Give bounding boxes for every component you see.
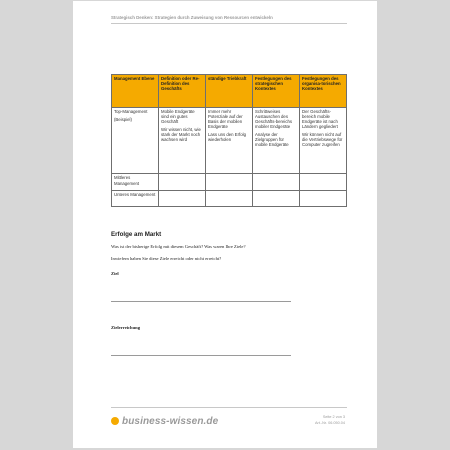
document-page [73,1,377,448]
table-cell-empty [206,190,253,207]
table-cell-empty [159,190,206,207]
column-header: Festlegungen des organisa-torischen Kontextes [300,75,347,108]
table-cell [206,107,253,174]
question-text: Inwiefern haben Sie diese Ziele erreicht oder nicht erreicht? [111,256,222,261]
page-number: Seite 2 von 3 [322,415,345,419]
table-cell-empty [206,174,253,191]
cell-text: Wir wissen nicht, wie stark der Markt noch wachsen wird [161,127,201,143]
achievement-label: Zielerreichung [111,325,141,330]
section-title: Erfolge am Markt [111,231,162,238]
level-note: (Beispiel) [114,116,132,122]
cell-text: Wir können nicht auf die Vertriebswege für Computer zugreifen [302,132,343,148]
table-cell-empty [253,190,300,207]
table-cell [159,107,206,174]
table-cell-level: Mittleres Management [112,174,159,191]
header-divider [111,23,347,24]
business-wissen-logo [111,414,218,428]
table-cell-empty [300,190,347,207]
achievement-answer-line[interactable] [111,355,291,356]
question-text: Was ist der bisherige Erfolg mit diesem Geschäft? Was waren Ihre Ziele? [111,244,246,249]
cell-text: Immer mehr Potenziale auf der Basis der mobilen Endgeräte [208,108,243,130]
cell-text: Analyse der Zielgruppen für mobile Endgeräte [255,132,289,148]
cell-text: Der Geschäfts-bereich mobile Endgeräte ist nach Ländern gegliedert [302,108,338,130]
footer-meta [315,414,345,426]
logo-dot-icon [111,417,119,425]
level-label: Top-Management [114,108,148,114]
goal-label: Ziel [111,271,119,276]
table-cell-empty [300,174,347,191]
table-cell-level [112,107,159,174]
page-header-title: Strategisch Denken: Strategien durch Zuweisung von Ressourcen entwickeln [111,15,273,20]
table-cell-empty [253,174,300,191]
cell-text: Mobile Endgeräte sind ein gutes Geschäft [161,108,195,125]
column-header: ständige Triebkraft [206,75,253,108]
table-row-top-management [112,107,347,174]
column-header: Definition oder Re-Definition des Geschäfts [159,75,206,108]
cell-text: Lass uns den Erfolg wiederholen [208,132,246,143]
logo-text: business-wissen.de [122,415,219,427]
article-number: Art.-Nr. 06.050.04 [315,421,345,425]
goal-answer-line[interactable] [111,301,291,302]
cell-text: Schrittweises Austauschen des Geschäfts-bereichs mobiler Endgeräte [255,108,293,130]
table-cell-level: Unteres Management [112,190,159,207]
table-cell [300,107,347,174]
table-header-row [112,75,347,108]
table-row-lower-management [112,190,347,207]
table-cell [253,107,300,174]
strategy-table [111,74,347,207]
column-header: Festlegungen des strategischen Kontextes [253,75,300,108]
table-row-middle-management [112,174,347,191]
column-header: Management Ebene [112,75,159,108]
table-cell-empty [159,174,206,191]
footer-divider [111,407,347,408]
